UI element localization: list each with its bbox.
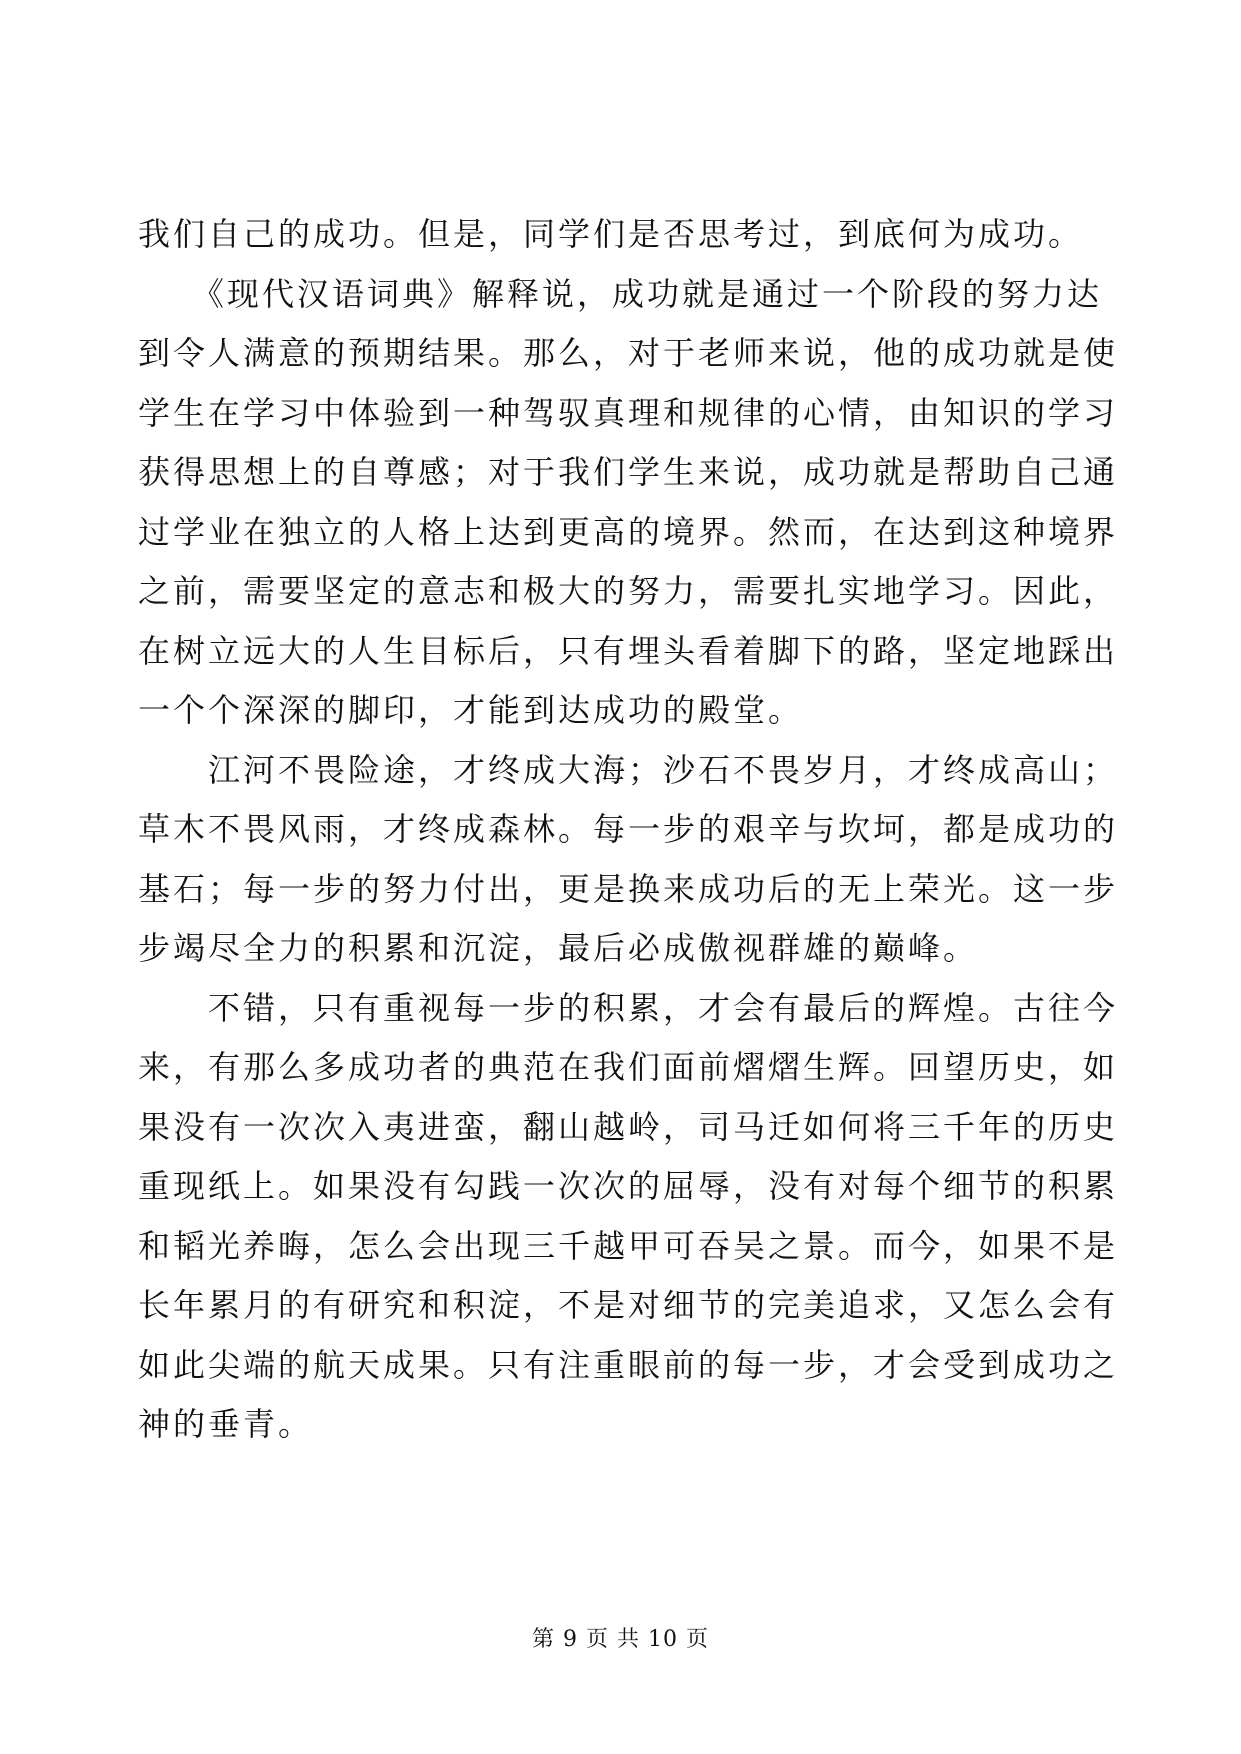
text-line: 重现纸上。如果没有勾践一次次的屈辱，没有对每个细节的积累 xyxy=(138,1167,1119,1205)
text-line: 获得思想上的自尊感；对于我们学生来说，成功就是帮助自己通 xyxy=(138,453,1119,491)
text-line: 和韬光养晦，怎么会出现三千越甲可吞吴之景。而今，如果不是 xyxy=(138,1226,1119,1265)
text-line: 不错，只有重视每一步的积累，才会有最后的辉煌。古往今 xyxy=(138,988,1119,1027)
text-line: 神的垂青。 xyxy=(138,1405,314,1443)
text-line: 我们自己的成功。但是，同学们是否思考过，到底何为成功。 xyxy=(138,215,1084,253)
text-line: 到令人满意的预期结果。那么，对于老师来说，他的成功就是使 xyxy=(138,334,1119,372)
text-line: 如此尖端的航天成果。只有注重眼前的每一步，才会受到成功之 xyxy=(138,1345,1119,1384)
text-line: 《现代汉语词典》解释说，成功就是通过一个阶段的努力达 xyxy=(138,274,1103,313)
text-line: 学生在学习中体验到一种驾驭真理和规律的心情，由知识的学习 xyxy=(138,393,1119,432)
page-number-footer: 第 9 页 共 10 页 xyxy=(532,1627,709,1652)
text-line: 过学业在独立的人格上达到更高的境界。然而，在达到这种境界 xyxy=(138,512,1119,551)
text-line: 来，有那么多成功者的典范在我们面前熠熠生辉。回望历史，如 xyxy=(138,1048,1119,1086)
text-line: 基石；每一步的努力付出，更是换来成功后的无上荣光。这一步 xyxy=(138,869,1119,908)
text-line: 步竭尽全力的积累和沉淀，最后必成傲视群雄的巅峰。 xyxy=(138,929,979,967)
body-text xyxy=(138,205,1119,1455)
text-line: 之前，需要坚定的意志和极大的努力，需要扎实地学习。因此， xyxy=(138,572,1119,610)
text-line: 长年累月的有研究和积淀，不是对细节的完美追求，又怎么会有 xyxy=(138,1286,1119,1324)
text-line: 江河不畏险途，才终成大海；沙石不畏岁月，才终成高山； xyxy=(138,750,1119,789)
text-line: 在树立远大的人生目标后，只有埋头看着脚下的路，坚定地踩出 xyxy=(138,631,1119,670)
text-line: 草木不畏风雨，才终成森林。每一步的艰辛与坎坷，都是成功的 xyxy=(138,810,1119,848)
text-line: 果没有一次次入夷进蛮，翻山越岭，司马迁如何将三千年的历史 xyxy=(138,1107,1119,1146)
text-line: 一个个深深的脚印，才能到达成功的殿堂。 xyxy=(138,691,804,729)
